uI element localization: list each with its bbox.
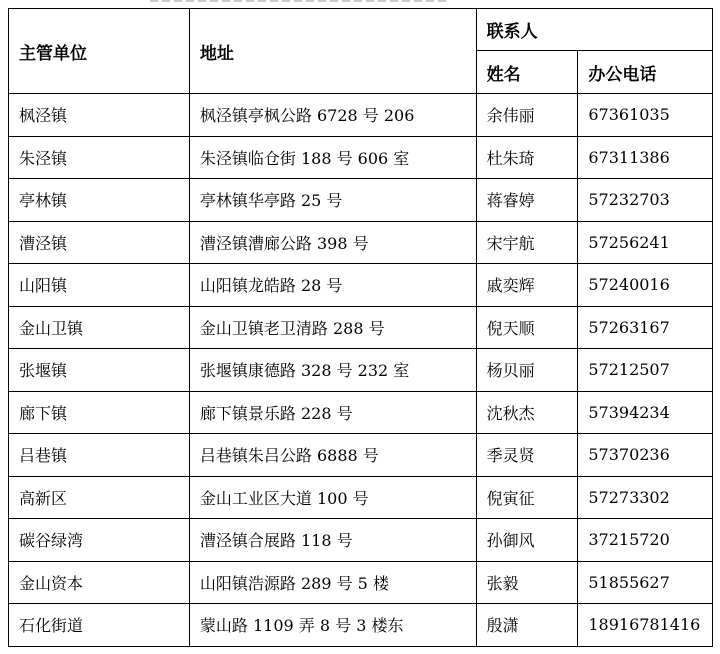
table-row [9, 391, 713, 434]
table-row [9, 306, 713, 349]
table-row [9, 561, 713, 604]
cell-phone: 57394234 [578, 391, 713, 434]
table-row [9, 604, 713, 647]
table-row [9, 476, 713, 519]
cell-phone: 57273302 [578, 476, 713, 519]
cell-unit: 金山资本 [9, 561, 190, 604]
cell-address: 山阳镇浩源路 289 号 5 楼 [189, 561, 476, 604]
contact-table [8, 8, 713, 647]
table-row [9, 94, 713, 137]
cell-address: 张堰镇康德路 328 号 232 室 [189, 349, 476, 392]
table-row [9, 136, 713, 179]
cell-address: 朱泾镇临仓街 188 号 606 室 [189, 136, 476, 179]
cell-name: 张毅 [476, 561, 578, 604]
cell-address: 漕泾镇合展路 118 号 [189, 519, 476, 562]
cell-name: 杜朱琦 [476, 136, 578, 179]
table-row [9, 179, 713, 222]
cell-unit: 碳谷绿湾 [9, 519, 190, 562]
cell-phone: 57256241 [578, 221, 713, 264]
cell-name: 倪天顺 [476, 306, 578, 349]
cell-name: 孙御风 [476, 519, 578, 562]
header-contact: 联系人 [476, 9, 712, 51]
cell-name: 宋宇航 [476, 221, 578, 264]
cell-unit: 朱泾镇 [9, 136, 190, 179]
cell-name: 余伟丽 [476, 94, 578, 137]
cell-name: 季灵贤 [476, 434, 578, 477]
table-row [9, 434, 713, 477]
header-unit: 主管单位 [9, 9, 190, 94]
table-row [9, 221, 713, 264]
cell-phone: 57240016 [578, 264, 713, 307]
cell-unit: 石化街道 [9, 604, 190, 647]
cell-name: 戚奕辉 [476, 264, 578, 307]
header-address: 地址 [189, 9, 476, 94]
top-border-artifact [150, 0, 450, 2]
cell-phone: 57232703 [578, 179, 713, 222]
cell-name: 殷潇 [476, 604, 578, 647]
cell-address: 山阳镇龙皓路 28 号 [189, 264, 476, 307]
cell-phone: 67361035 [578, 94, 713, 137]
cell-address: 吕巷镇朱吕公路 6888 号 [189, 434, 476, 477]
cell-address: 廊下镇景乐路 228 号 [189, 391, 476, 434]
cell-unit: 廊下镇 [9, 391, 190, 434]
cell-address: 金山卫镇老卫清路 288 号 [189, 306, 476, 349]
cell-address: 枫泾镇亭枫公路 6728 号 206 [189, 94, 476, 137]
cell-phone: 57370236 [578, 434, 713, 477]
header-name: 姓名 [476, 51, 578, 94]
cell-unit: 亭林镇 [9, 179, 190, 222]
cell-address: 亭林镇华亭路 25 号 [189, 179, 476, 222]
table-row [9, 519, 713, 562]
cell-name: 蒋睿婷 [476, 179, 578, 222]
cell-address: 漕泾镇漕廊公路 398 号 [189, 221, 476, 264]
cell-name: 杨贝丽 [476, 349, 578, 392]
cell-unit: 高新区 [9, 476, 190, 519]
cell-address: 金山工业区大道 100 号 [189, 476, 476, 519]
cell-unit: 张堰镇 [9, 349, 190, 392]
cell-name: 沈秋杰 [476, 391, 578, 434]
cell-unit: 山阳镇 [9, 264, 190, 307]
cell-phone: 57263167 [578, 306, 713, 349]
cell-unit: 枫泾镇 [9, 94, 190, 137]
cell-unit: 金山卫镇 [9, 306, 190, 349]
header-phone: 办公电话 [578, 51, 713, 94]
cell-phone: 51855627 [578, 561, 713, 604]
cell-phone: 18916781416 [578, 604, 713, 647]
cell-phone: 67311386 [578, 136, 713, 179]
cell-phone: 57212507 [578, 349, 713, 392]
table-row [9, 264, 713, 307]
cell-phone: 37215720 [578, 519, 713, 562]
table-row [9, 349, 713, 392]
cell-unit: 吕巷镇 [9, 434, 190, 477]
cell-unit: 漕泾镇 [9, 221, 190, 264]
table-body [9, 94, 713, 647]
cell-address: 蒙山路 1109 弄 8 号 3 楼东 [189, 604, 476, 647]
cell-name: 倪寅征 [476, 476, 578, 519]
